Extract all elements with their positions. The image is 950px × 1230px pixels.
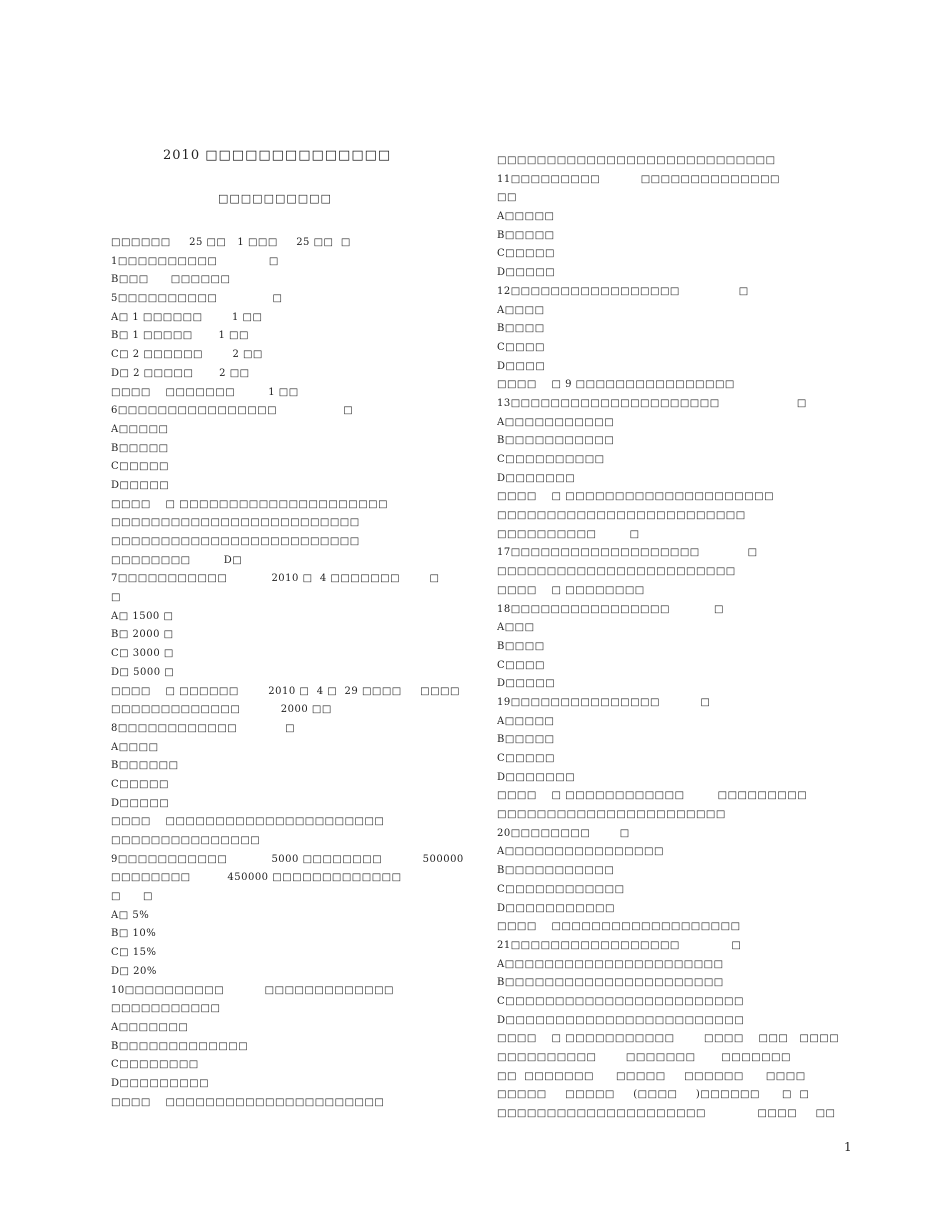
text-line: D□ 20% xyxy=(111,965,157,977)
text-line: B□□□□□□□□□□□ xyxy=(497,865,615,877)
text-line: □□□□□□□□□□□□□□□ xyxy=(111,835,261,846)
text-line: □□□□□□□□□□□□□□□□□□□□□□□ xyxy=(497,809,726,821)
text-line: C□□□□□□□□□□□□□□□□□□□□□□□□ xyxy=(497,995,744,1007)
text-line: □□□□□□□□□□□□□□□□□□□□□ □□□□ □□ xyxy=(497,1108,836,1120)
text-line: □□□□ □ □□□□□□□□□□□□□□□□□□□□□ xyxy=(111,498,389,510)
text-line: D□□□□□□□□□ xyxy=(111,1077,210,1089)
text-line: □□□□ □ □□□□□□□□□□□ □□□□ □□□ □□□□ xyxy=(497,1033,840,1045)
text-line: □□□□□□□□□□□□□□□□□□□□□□□□□ xyxy=(111,536,360,547)
text-line: B□□□□□□□□□□□□□ xyxy=(111,1040,249,1052)
text-line: A□□□ xyxy=(497,622,535,634)
text-line: □□□□ □□□□□□□□□□□□□□□□□□□□□□ xyxy=(111,1096,385,1108)
text-line: □□□□ □ □□□□□□ 2010 □ 4 □ 29 □□□□ □□□□ xyxy=(111,685,460,697)
text-line: B□□□□□□□□□□□□□□□□□□□□□□ xyxy=(497,977,724,989)
text-line: D□□□□□□□ xyxy=(497,771,576,783)
text-line: 8□□□□□□□□□□□□ □ xyxy=(111,722,296,734)
text-line: D□□□□□ xyxy=(497,267,556,279)
text-line: □□□□ □□□□□□□□□□□□□□□□□□□□□□ xyxy=(111,816,385,828)
text-line: □□□□□□ 25 □□ 1 □□□ 25 □□ □ xyxy=(111,237,351,248)
text-line: A□□□□□ xyxy=(497,211,555,223)
text-line: D□□□□□□□□□□□□□□□□□□□□□□□□ xyxy=(497,1014,745,1026)
text-line: D□□□□ xyxy=(497,360,546,372)
text-line: C□ 15% xyxy=(111,947,157,959)
text-line: B□ 2000 □ xyxy=(111,629,174,641)
text-line: D□ 5000 □ xyxy=(111,666,175,678)
left-text-column xyxy=(111,234,471,1112)
text-line: B□ 1 □□□□□ 1 □□ xyxy=(111,330,249,342)
text-line: A□ 1500 □ xyxy=(111,610,174,622)
text-line: A□□□□ xyxy=(497,304,545,316)
text-line: C□□□□□□□□□□□□ xyxy=(497,883,625,895)
text-line: □□□□□□□□□□ □□□□□□□ □□□□□□□ xyxy=(497,1052,791,1063)
text-line: □□□□□□□□□□□□□□□□□□□□□□□□ xyxy=(497,566,736,578)
right-text-column xyxy=(497,152,842,1124)
text-line: D□□□□□ xyxy=(497,678,556,690)
text-line: 6□□□□□□□□□□□□□□□□ □ xyxy=(111,405,354,417)
text-line: C□ 3000 □ xyxy=(111,648,174,660)
text-line: B□□□□□□□□□□□ xyxy=(497,435,615,447)
text-line: A□□□□□□□□□□□□□□□□ xyxy=(497,846,664,858)
document-subtitle: □□□□□□□□□□ xyxy=(218,192,332,205)
text-line: D□□□□□ xyxy=(111,797,170,809)
text-line: 1□□□□□□□□□□ □ xyxy=(111,255,279,267)
text-line: C□□□□□ xyxy=(111,778,169,790)
text-line: 5□□□□□□□□□□ □ xyxy=(111,293,283,305)
text-line: □□ xyxy=(497,192,517,204)
text-line: 12□□□□□□□□□□□□□□□□□ □ xyxy=(497,285,749,297)
text-line: 19□□□□□□□□□□□□□□□ □ xyxy=(497,696,711,708)
text-line: □□□□ □□□□□□□ 1 □□ xyxy=(111,386,299,398)
text-line: B□□□ □□□□□□ xyxy=(111,274,231,286)
text-line: □□□□ □ □□□□□□□□ xyxy=(497,584,645,596)
text-line: C□□□□□ xyxy=(497,248,555,260)
text-line: C□□□□□□□□□□ xyxy=(497,454,605,465)
text-line: □□□□ □ □□□□□□□□□□□□ □□□□□□□□□ xyxy=(497,790,808,802)
text-line: □□□□□□□□ 450000 □□□□□□□□□□□□□ xyxy=(111,872,402,884)
text-line: B□□□□ xyxy=(497,323,545,335)
text-line: B□□□□□ xyxy=(497,734,555,746)
page-number: 1 xyxy=(844,1140,852,1154)
text-line: A□ 1 □□□□□□ 1 □□ xyxy=(111,311,263,323)
text-line: A□□□□□□□□□□□ xyxy=(497,416,615,428)
text-line: □□□□□ □□□□□ (□□□□ )□□□□□□ □ □ xyxy=(497,1089,810,1101)
text-line: A□□□□□□□ xyxy=(111,1021,189,1033)
text-line: D□ 2 □□□□□ 2 □□ xyxy=(111,367,250,379)
text-line: □ xyxy=(111,592,121,604)
text-line: 11□□□□□□□□□ □□□□□□□□□□□□□□ xyxy=(497,173,780,185)
text-line: C□□□□□□□□ xyxy=(111,1059,199,1071)
text-line: □□ □□□□□□□ □□□□□ □□□□□□ □□□□ xyxy=(497,1070,806,1082)
text-line: D□□□□□□□ xyxy=(497,472,576,484)
text-line: C□□□□□ xyxy=(497,753,555,764)
text-line: D□□□□□□□□□□□ xyxy=(497,902,615,914)
text-line: 9□□□□□□□□□□□ 5000 □□□□□□□□ 500000 xyxy=(111,853,464,865)
text-line: □□□□□□□□□□□□□ 2000 □□ xyxy=(111,704,332,716)
text-line: 7□□□□□□□□□□□ 2010 □ 4 □□□□□□□ □ xyxy=(111,573,440,585)
text-line: 10□□□□□□□□□□ □□□□□□□□□□□□□ xyxy=(111,984,394,996)
text-line: B□ 10% xyxy=(111,928,157,940)
text-line: A□□□□□ xyxy=(497,715,555,727)
text-line: 20□□□□□□□□ □ xyxy=(497,827,630,839)
text-line: B□□□□□ xyxy=(111,442,169,454)
text-line: 18□□□□□□□□□□□□□□□□ □ xyxy=(497,603,724,615)
text-line: □□□□ □□□□□□□□□□□□□□□□□□□ xyxy=(497,921,741,933)
text-line: A□□□□□ xyxy=(111,423,169,435)
text-line: 21□□□□□□□□□□□□□□□□□ □ xyxy=(497,939,742,951)
document-title: 2010 □□□□□□□□□□□□□□ xyxy=(163,148,392,163)
text-line: □□□□ □ 9 □□□□□□□□□□□□□□□□ xyxy=(497,379,735,391)
text-line: C□□□□ xyxy=(497,341,545,353)
text-line: A□ 5% xyxy=(111,909,150,921)
text-line: □□□□□□□□ D□ xyxy=(111,554,243,566)
text-line: □□□□ □ □□□□□□□□□□□□□□□□□□□□□ xyxy=(497,491,775,503)
text-line: B□□□□□□ xyxy=(111,760,179,772)
text-line: □□□□□□□□□□□□□□□□□□□□□□□□□□□□ xyxy=(497,155,776,166)
text-line: 17□□□□□□□□□□□□□□□□□□□ □ xyxy=(497,547,758,559)
text-line: A□□□□ xyxy=(111,741,159,753)
text-line: B□□□□□ xyxy=(497,229,555,241)
text-line: □□□□□□□□□□ □ xyxy=(497,528,640,540)
text-line: □□□□□□□□□□□□□□□□□□□□□□□□□ xyxy=(111,517,360,529)
text-line: C□□□□□ xyxy=(111,461,169,473)
text-line: □□□□□□□□□□□□□□□□□□□□□□□□□ xyxy=(497,510,746,522)
text-line: A□□□□□□□□□□□□□□□□□□□□□□ xyxy=(497,958,724,970)
text-line: B□□□□ xyxy=(497,640,545,652)
text-line: D□□□□□ xyxy=(111,479,170,491)
text-line: C□□□□ xyxy=(497,659,545,671)
text-line: □□□□□□□□□□□ xyxy=(111,1003,221,1015)
text-line: 13□□□□□□□□□□□□□□□□□□□□□ □ xyxy=(497,397,807,409)
text-line: C□ 2 □□□□□□ 2 □□ xyxy=(111,349,263,361)
text-line: □ □ xyxy=(111,891,153,903)
